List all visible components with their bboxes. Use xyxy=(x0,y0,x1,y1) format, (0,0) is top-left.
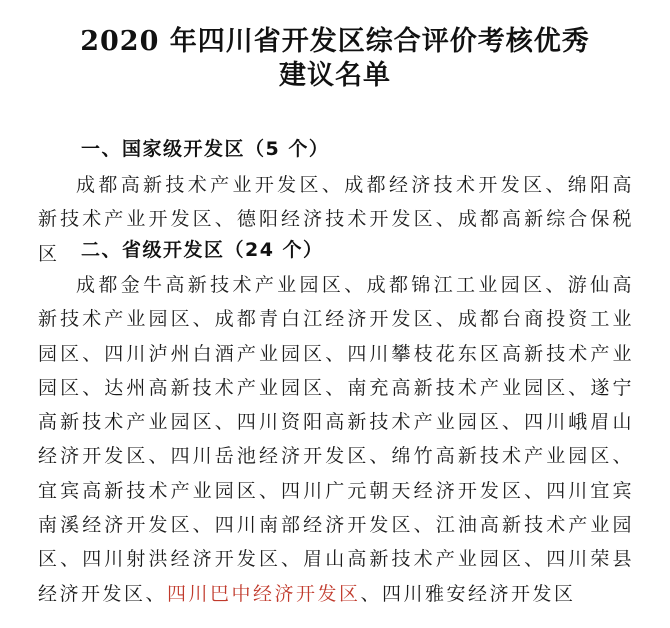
section-heading-national: 一、国家级开发区（5 个） xyxy=(81,138,330,160)
highlighted-zone-bazhong: 四川巴中经济开发区 xyxy=(167,582,361,605)
provincial-zones-text: 成都金牛高新技术产业园区、成都锦江工业园区、游仙高新技术产业园区、成都青白江经济开发区、成都台商投资工业园区、四川泸州白酒产业园区、四川攀枝花东区高新技术产业园区、达州高新技术产业园区、南充高新技术产业园区、遂宁高新技术产业园区、四川资阳高新技术产业园区、四川峨眉山经济开发区、四川岳池经济开发区、绵竹高新技术产业园区、宜宾高新技术产业园区、四川广元朝天经济开发区、四川宜宾南溪经济开发区、四川南部经济开发区、江油高新技术产业园区、四川射洪经济开发区、眉山高新技术产业园区、四川荣县经济开发区、 xyxy=(38,274,634,605)
document-title-line1: 2020 年四川省开发区综合评价考核优秀 xyxy=(80,26,590,57)
provincial-zones-text-end: 、四川雅安经济开发区 xyxy=(360,582,576,605)
provincial-zones-list xyxy=(38,268,634,611)
document-title-line2: 建议名单 xyxy=(279,60,391,91)
section-heading-provincial: 二、省级开发区（24 个） xyxy=(81,239,324,261)
national-zones-list: 成都高新技术产业开发区、成都经济技术开发区、绵阳高新技术产业开发区、德阳经济技术开发区、成都高新综合保税区 xyxy=(38,174,634,265)
